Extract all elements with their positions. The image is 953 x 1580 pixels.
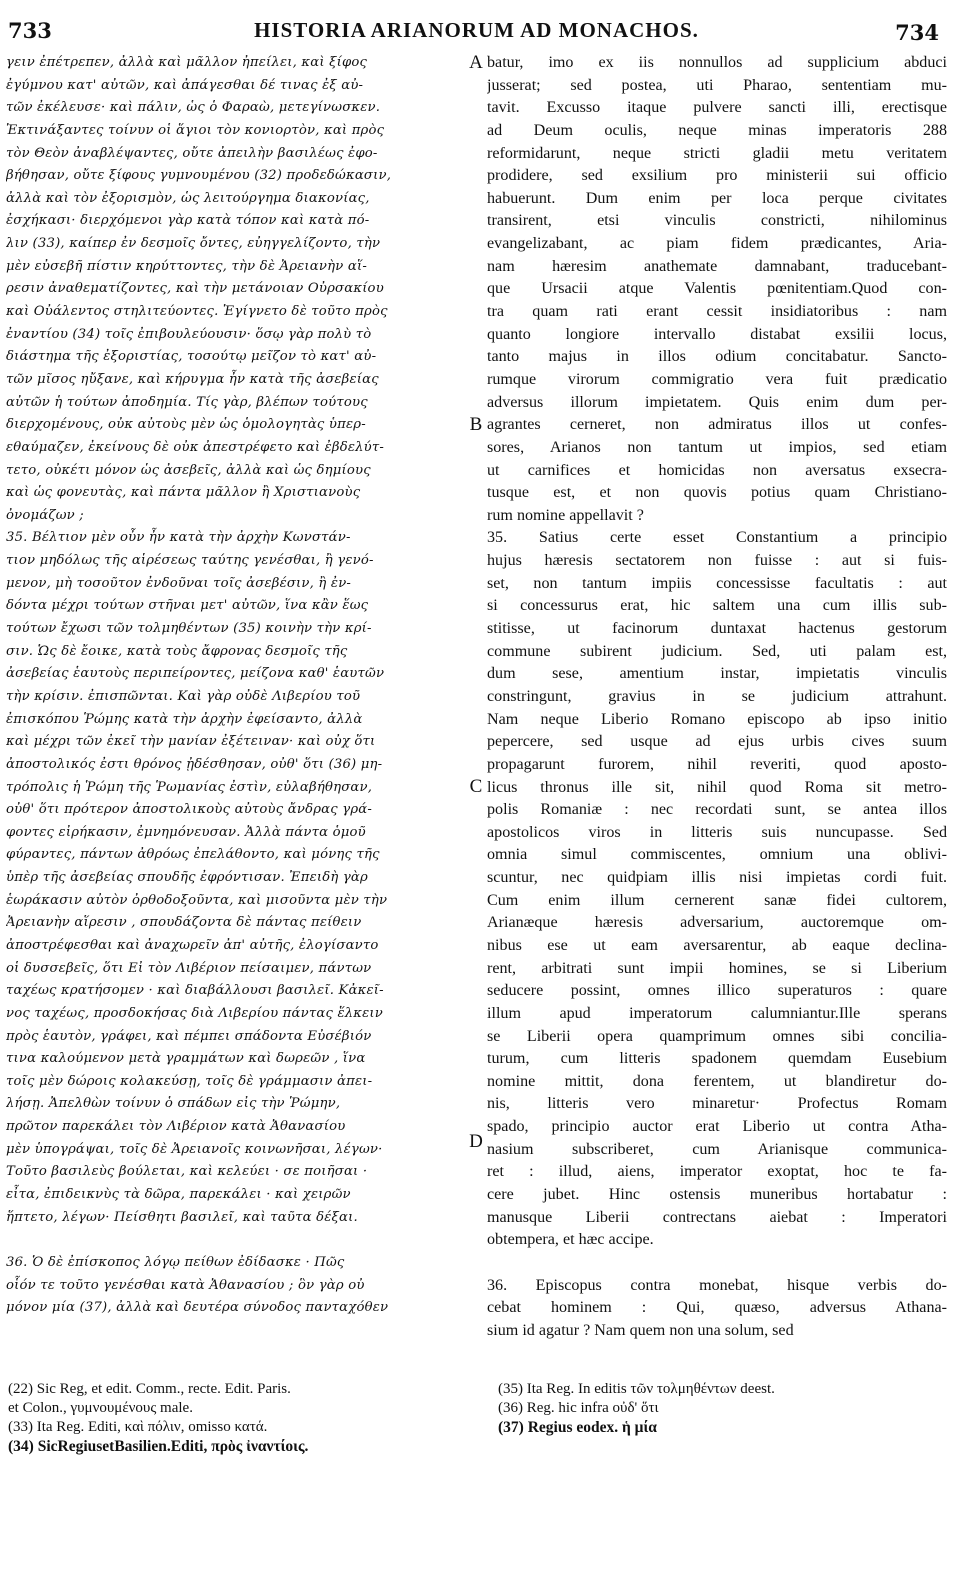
text-line: ἐπισκόπου Ῥώμης κατὰ τὴν ἀρχὴν ἐφείσαντο, ἀλλὰ [6, 711, 363, 727]
text-line: rent, arbitrati sunt impii homines, se si Liberium [487, 959, 947, 977]
text-line: dum sese, amentium instar, impietatis vinculis [487, 665, 947, 683]
paragraph-gap [487, 1252, 947, 1275]
footnote: (35) Ita Reg. In editis τῶν τολμηθέντων deest. [498, 1381, 775, 1397]
text-line: μόνον μία (37), ἀλλὰ καὶ δευτέρα σύνοδος πανταχόθεν [6, 1300, 389, 1316]
text-line: sores, Arianos non tantum ut impios, sed etiam [487, 438, 947, 456]
text-line: ὑπὲρ τῆς ἀσεβείας σπουδῆς ἐφρόντισαν. Ἐπειδὴ γὰρ [6, 870, 368, 886]
section-marker-b: B [469, 414, 483, 435]
text-line: Arianæque hæresis adversarium, auctoremque om- [487, 914, 947, 932]
text-line: οἱ δυσσεβεῖς, ὅτι Εἰ τὸν Λιβέριον πείσαιμεν, πάντων [6, 960, 372, 976]
text-line: 36. Ὁ δὲ ἐπίσκοπος λόγῳ πείθων ἐδίδασκε · Πῶς [6, 1254, 345, 1270]
text-line: νος ταχέως, προσδοκήσας διὰ Λιβερίου πάντας ἕλκειν [6, 1005, 383, 1021]
text-line: nomine mittit, dona ferentem, ut blandiretur do- [487, 1072, 947, 1090]
text-line: nasium subscriberet, cum Arianisque communica- [487, 1140, 947, 1158]
text-line: γειν ἐπέτρεπεν, ἀλλὰ καὶ μᾶλλον ἠπείλει, καὶ ξίφος [6, 55, 368, 70]
text-line: reformidarunt, neque stricti gladii metu veritatem [487, 144, 947, 162]
footnote: (37) Regius eodex. ἡ μία [498, 1419, 657, 1436]
text-line: batur, imo ex iis nonnullos ad supplicium abduci [487, 54, 947, 71]
footnote: (34) SicRegiusetBasilien.Editi, πρὸς ἰναντίοις. [8, 1438, 309, 1455]
text-line: tusque est, et non quovis potius quam Christiano- [487, 484, 947, 502]
text-line: ἐγύμνου κατ' αὐτῶν, καὶ ἀπάγεσθαι δέ τινας ἐξ αὐ- [6, 77, 364, 93]
text-line: habuerunt. Dum enim per loca perque civitates [487, 189, 947, 207]
text-line: μὲν ὑπογράψαι, τοῖς δὲ Ἀρειανοῖς κοινωνῆσαι, λέγων· [6, 1141, 383, 1157]
text-line: λιν (33), καίπερ ἐν δεσμοῖς ὄντες, εὐηγγελίζοντο, τὴν [6, 236, 381, 252]
text-line: εθαύμαζεν, ἐκείνους δὲ οὐκ ἀπεστρέφετο καὶ ἐβδελύτ- [6, 439, 385, 455]
text-line: 35. Satius certe esset Constantium a principio [487, 529, 947, 547]
text-line: sium id agatur ? Nam quem non una solum, sed [487, 1321, 794, 1339]
text-line: πρὸς ἑαυτὸν, γράφει, καὶ πέμπει σπάδοντα Εὐσέβιόν [6, 1028, 372, 1044]
text-line: spado, principio auctor erat Liberio ut contra Atha- [487, 1118, 947, 1136]
text-line: τιον μηδόλως τῆς αἱρέσεως ταύτης γενέσθαι, ἢ γενό- [6, 553, 374, 569]
text-line: polis Romaniæ : nec recordati sunt, se antea illos [487, 801, 947, 819]
text-line: τινα καλούμενον μετὰ γραμμάτων καὶ δωρεῶν , ἵνα [6, 1051, 366, 1067]
text-line: ut carnifices et homicidas non aversatus exsecra- [487, 461, 947, 479]
text-line: commune subirent judicium. Sed, uti palam est, [487, 642, 947, 660]
text-line: nam hæresim anathemate damnabant, traducebant- [487, 257, 947, 275]
text-line: prodidere, sed exsilium pro ministerii sui officio [487, 167, 947, 185]
text-line: licus thronus ille sit, nihil quod Roma sit metro- [487, 778, 947, 796]
text-line: apostolicos viros in litteris suis nuncupasse. Sed [487, 823, 947, 841]
footnotes-greek [8, 1380, 468, 1456]
text-line: stitisse, ut facinorum duntaxat hactenus gestorum [487, 620, 947, 638]
text-line: rum nomine appellavit ? [487, 506, 644, 524]
text-line: tanto majus in illos odium concitabatur. Sancto- [487, 348, 947, 366]
text-line: scuntur, nec quidpiam illis nisi impietas cordi fuit. [487, 869, 947, 887]
text-line: Ἐκτινάξαντες τοίνυν οἱ ἅγιοι τὸν κονιορτὸν, καὶ πρὸς [6, 122, 385, 138]
footnote: (36) Reg. hic infra οὐδ' ὅτι [498, 1400, 659, 1416]
text-line: λήσῃ. Ἀπελθὼν τοίνυν ὁ σπάδων εἰς τὴν Ῥώμην, [6, 1096, 341, 1112]
text-line: set, non tantum impiis concessisse facultatis : aut [487, 574, 947, 592]
text-line: se Liberii opera quamprimum omnes sibi concilia- [487, 1027, 947, 1045]
text-line: διερχομένους, οὐκ αὐτοὺς μὲν ὡς ὁμολογητὰς ὑπερ- [6, 417, 366, 433]
text-line: ὀνομάζων ; [6, 507, 84, 523]
text-line: ταχέως κρατήσομεν · καὶ διαβάλλουσι βασιλεῖ. Κἀκεῖ- [6, 983, 384, 999]
text-line: turum, cum litteris spadonem quemdam Eusebium [487, 1050, 947, 1068]
text-line: μενον, μὴ τοσοῦτον ἐνδοῦναι τοῖς ἀσεβέσιν, ἢ ἐν- [6, 575, 352, 591]
text-line: ret : illud, aiens, imperator exoptat, hoc te fa- [487, 1163, 947, 1181]
text-line: τούτων ἔχωσι τῶν τολμηθέντων (35) κοινὴν τὴν κρί- [6, 621, 372, 637]
footnote: et Colon., γυμνουμένους male. [8, 1400, 193, 1416]
footnotes-latin [498, 1380, 948, 1437]
text-line: ρεσιν ἀναθεματίζοντες, καὶ τὴν μετάνοιαν Οὐρσακίου [6, 281, 384, 297]
text-line: ad Deum oculis, neque minas imperatoris 288 [487, 121, 947, 139]
section-marker-d: D [469, 1131, 483, 1152]
text-line: Nam neque Liberio Romano episcopo ab ipso initio [487, 710, 947, 728]
text-line: καὶ ὡς φονευτὰς, καὶ πάντα μᾶλλον ἢ Χριστιανοὺς [6, 485, 361, 501]
text-line: τετο, οὐκέτι μόνον ὡς ἀσεβεῖς, ἀλλὰ καὶ ὡς δημίους [6, 462, 371, 478]
text-line: τοῖς μὲν δώροις κολακεύσῃ, τοῖς δὲ γράμμασιν ἀπει- [6, 1073, 373, 1089]
section-marker-c: C [469, 776, 483, 797]
text-line: 36. Episcopus contra monebat, hisque verbis do- [487, 1276, 947, 1294]
text-line: seducere possint, omnes illico superaturos : quare [487, 982, 947, 1000]
paragraph-gap [6, 1229, 463, 1252]
latin-column [487, 52, 947, 1343]
greek-column [6, 52, 463, 1320]
page-header [0, 8, 953, 48]
text-line: ἀποστρέφεσθαι καὶ ἀναχωρεῖν ἀπ' αὐτῆς, ἐλογίσαντο [6, 937, 379, 953]
text-line: δόντα μέχρι τούτων στῆναι μετ' αὐτῶν, ἵνα κἂν ἕως [6, 598, 369, 614]
text-line: ἥπτετο, λέγων· Πείσθητι βασιλεῖ, καὶ ταῦτα δέξαι. [6, 1209, 358, 1225]
text-line: Τοῦτο βασιλεὺς βούλεται, καὶ κελεύει · σε ποιῆσαι · [6, 1164, 368, 1180]
text-line: rumque virorum commigratio vera fuit prædicatio [487, 370, 947, 388]
text-line: βήθησαν, οὔτε ξίφους γυμνουμένου (32) προδεδώκασιν, [6, 168, 392, 184]
text-line: si concessurus erat, hic saltem una cum illis sub- [487, 597, 947, 615]
text-line: jusserat; sed postea, uti Pharao, sententiam mu- [487, 76, 947, 94]
text-line: cere jubet. Hinc ostensis muneribus hortabatur : [487, 1186, 947, 1204]
text-line: hujus hæresis sectatorem non fuisse : aut si fuis- [487, 552, 947, 570]
text-line: agrantes cerneret, non admiratus illos ut confes- [487, 416, 947, 434]
text-line: quanto longiore intervallo distabat exsilii locus, [487, 325, 947, 343]
text-line: ἀσεβείας ἑαυτοὺς περιπείροντες, μείζονα καθ' ἑαυτῶν [6, 666, 385, 682]
text-line: obtempera, et hæc accipe. [487, 1231, 654, 1249]
text-line: ἀλλὰ καὶ τὸν ἐξορισμὸν, ὡς λειτούργημα διακονίας, [6, 190, 370, 206]
text-line: τρόπολις ἡ Ῥώμη τῆς Ῥωμανίας ἐστὶν, εὐλαβήθησαν, [6, 779, 373, 795]
text-line: 35. Βέλτιον μὲν οὖν ἦν κατὰ τὴν ἀρχὴν Κωνστάν- [6, 530, 351, 546]
running-title: HISTORIA ARIANORUM AD MONACHOS. [254, 18, 699, 42]
page-number-right: 734 [895, 20, 939, 45]
text-line: adversus illorum impietatem. Quis enim dum per- [487, 393, 947, 411]
text-line: πρῶτον παρεκάλει τὸν Λιβέριον κατὰ Ἀθανασίου [6, 1119, 346, 1135]
text-line: οὐθ' ὅτι πρότερον ἀποστολικοὺς αὐτοὺς ἄνδρας γρά- [6, 802, 373, 818]
text-line: pepercere, sed usque ad ejus urbis cives suum [487, 733, 947, 751]
text-line: propagarunt furorem, nihil reveriti, quod aposto- [487, 755, 947, 773]
text-line: que Ursacii atque Valentis pœnitentiam.Quod con- [487, 280, 947, 298]
text-line: τὴν κρίσιν. ἐπισπῶνται. Καὶ γὰρ οὐδὲ Λιβερίου τοῦ [6, 688, 361, 704]
text-line: σιν. Ὡς δὲ ἔοικε, κατὰ τοὺς ἄφρονας δεσμοῖς τῆς [6, 643, 348, 659]
text-line: τῶν ἐκέλευσε· καὶ πάλιν, ὡς ὁ Φαραὼ, μετεγίνωσκεν. [6, 100, 381, 116]
text-line: tavit. Excusso itaque pulvere sancti illi, erectisque [487, 99, 947, 117]
text-line: οἷόν τε τοῦτο γενέσθαι κατὰ Ἀθανασίου ; ὃν γὰρ οὐ [6, 1277, 365, 1293]
text-line: τῶν μῖσος ηὔξανε, καὶ κήρυγμα ἦν κατὰ τῆς ἀσεβείας [6, 371, 379, 387]
text-line: nibus ese ut eam aversarentur, ab eaque declina- [487, 936, 947, 954]
text-line: constringunt, gravius in se judicium attrahunt. [487, 687, 947, 705]
footnote: (22) Sic Reg, et edit. Comm., recte. Edit. Paris. [8, 1381, 291, 1397]
text-line: cebat hominem : Qui, quæso, adversus Athana- [487, 1299, 947, 1317]
text-line: ἐναντίου (34) τοῖς ἐπιβουλεύουσιν· ὅσῳ γὰρ πολὺ τὸ [6, 326, 372, 342]
text-line: φύραντες, πάντων ἀθρόως ἐπελάθοντο, καὶ μόνης τῆς [6, 847, 380, 863]
text-line: φοντες εἰρήκασιν, ἐμνημόνευσαν. Ἀλλὰ πάντα ὁμοῦ [6, 824, 366, 840]
text-line: ἀποστολικός ἐστι θρόνος ᾐδέσθησαν, οὐθ' ὅτι (36) μη- [6, 756, 383, 772]
text-line: Ἀρειανὴν αἵρεσιν , σπουδάζοντα δὲ πάντας πείθειν [6, 915, 362, 931]
text-line: evangelizabant, ac piam fidem prædicantes, Aria- [487, 235, 947, 253]
text-line: illum apud imperatorum calumniantur.Ille sperans [487, 1004, 947, 1022]
text-line: ἑωράκασιν αὐτὸν ὀρθοδοξοῦντα, καὶ μισοῦντα μὲν τὴν [6, 892, 388, 908]
text-line: αὐτῶν ἡ τούτων ἀποδημία. Τίς γὰρ, βλέπων τούτους [6, 394, 368, 410]
text-line: omnia simul commiscentes, omnium una oblivi- [487, 846, 947, 864]
text-line: εἶτα, ἐπιδεικνὺς τὰ δῶρα, παρεκάλει · καὶ χειρῶν [6, 1187, 351, 1203]
text-line: καὶ Οὐάλεντος στηλιτεύοντες. Ἐγίγνετο δὲ τοῦτο πρὸς [6, 304, 388, 320]
text-line: μὲν εὐσεβῆ πίστιν κηρύττοντες, τὴν δὲ Ἀρειανὴν αἵ- [6, 258, 367, 274]
text-line: ἐσχήκασι· διερχόμενοι γὰρ κατὰ τόπον καὶ κατὰ πό- [6, 213, 370, 229]
section-marker-a: A [469, 52, 483, 73]
text-line: τὸν Θεὸν ἀναβλέψαντες, οὔτε ἀπειλὴν βασιλέως ἐφο- [6, 145, 378, 161]
text-line: manusque Liberii contrectans aiebat : Imperatori [487, 1208, 947, 1226]
text-line: διάστημα τῆς ἐξοριστίας, τοσούτῳ μεῖζον τὸ κατ' αὐ- [6, 349, 377, 365]
text-line: καὶ μέχρι τῶν ἐκεῖ τὴν μανίαν ἐξέτειναν· καὶ οὐχ ὅτι [6, 734, 376, 750]
text-line: transirent, etsi vinculis constricti, nihilominus [487, 212, 947, 230]
text-line: nis, litteris vero minaretur· Profectus Romam [487, 1095, 947, 1113]
text-line: tra quam rati erant cessit insidiatoribus : nam [487, 303, 947, 321]
text-line: Cum enim illum cernerent sanæ fidei cultorem, [487, 891, 947, 909]
page-number-left: 733 [8, 18, 52, 43]
footnote: (33) Ita Reg. Editi, καὶ πόλιν, omisso κατά. [8, 1419, 268, 1435]
